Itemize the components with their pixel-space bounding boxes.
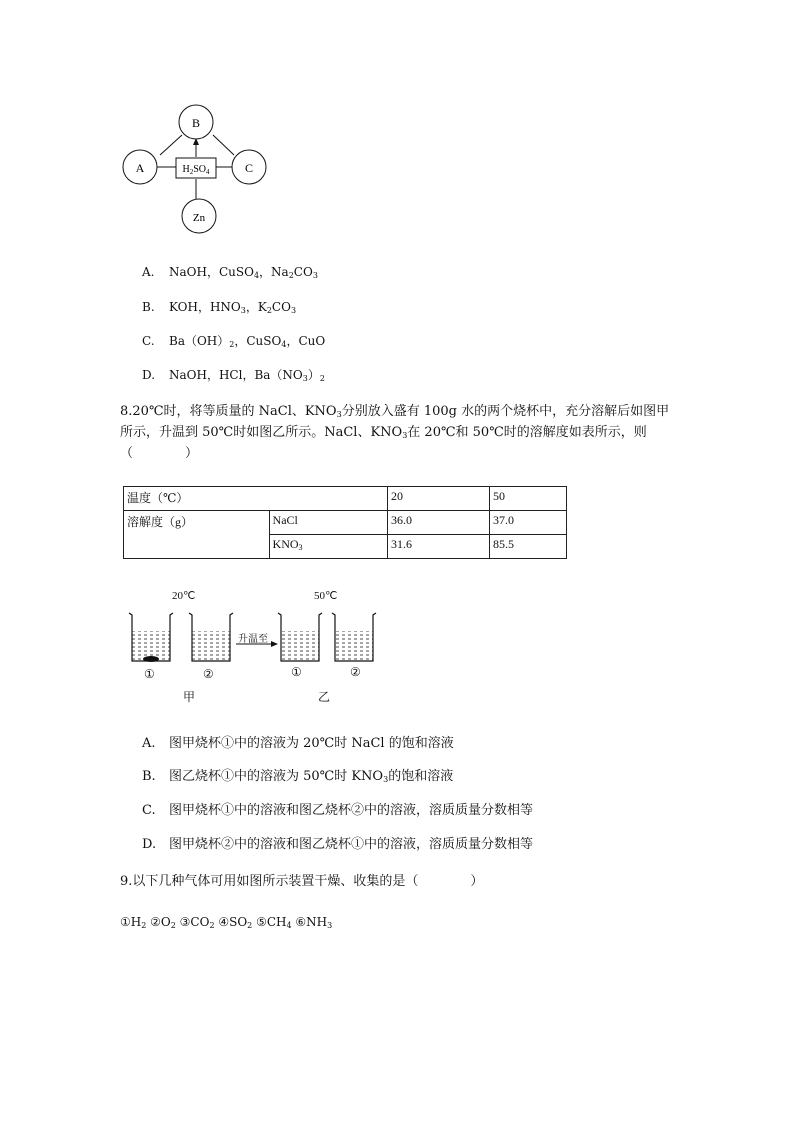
q8-line1: 8.20℃时，将等质量的 NaCl、$KNO_3$分别放入盛有 100g 水的两个烧杯中，充分溶解后如图甲 bbox=[120, 404, 670, 419]
beaker-label-2: ② bbox=[203, 667, 214, 681]
reaction-diagram bbox=[115, 100, 275, 240]
beaker-label-1: ① bbox=[144, 667, 155, 681]
gas-4: ④SO bbox=[214, 915, 248, 929]
gas-2: ②O bbox=[146, 915, 171, 929]
q9-question: 9.以下几种气体可用如图所示装置干燥、收集的是（ ） bbox=[120, 874, 484, 889]
temp-label-right: 50℃ bbox=[314, 590, 338, 602]
group-label-jia: 甲 bbox=[183, 690, 196, 704]
q8-option-c: C. 图甲烧杯①中的溶液和图乙烧杯②中的溶液，溶质质量分数相等 bbox=[142, 803, 534, 818]
row-kno3-20: 31.6 bbox=[388, 535, 490, 559]
row-nacl-50: 37.0 bbox=[490, 511, 567, 535]
row-nacl-20: 36.0 bbox=[388, 511, 490, 535]
q8-option-d: D. 图甲烧杯②中的溶液和图乙烧杯①中的溶液，溶质质量分数相等 bbox=[142, 837, 534, 852]
q7-option-a: A. NaOH，CuSO$_4$，$Na_2CO_3$ bbox=[142, 265, 318, 280]
q8-option-b: B. 图乙烧杯①中的溶液为 50℃时 $KNO_3$的饱和溶液 bbox=[142, 769, 454, 784]
gas-5: ⑤CH bbox=[252, 915, 287, 929]
node-a-label: A bbox=[135, 161, 145, 175]
row-nacl-name: NaCl bbox=[269, 511, 387, 535]
beaker-diagram bbox=[120, 585, 390, 705]
q9-gas-list: $①H_2$ $②O_2$ $③CO_2$ $④SO_2$ $⑤CH_4$ $⑥NH_3$ bbox=[120, 915, 333, 930]
solubility-header: 溶解度（g） bbox=[124, 511, 270, 559]
beaker-4 bbox=[332, 613, 376, 661]
arrow-label: 升温至 bbox=[238, 634, 268, 645]
q8-option-a: A. 图甲烧杯①中的溶液为 20℃时 NaCl 的饱和溶液 bbox=[142, 736, 454, 751]
gas-3: ③CO bbox=[175, 915, 210, 929]
node-b-label: B bbox=[191, 116, 201, 130]
group-label-yi: 乙 bbox=[318, 690, 331, 704]
center-label: $H_2SO_4$ bbox=[182, 164, 210, 176]
beaker-2 bbox=[189, 613, 233, 661]
temp-20: 20 bbox=[388, 487, 490, 511]
solubility-table bbox=[123, 486, 567, 559]
gas-1: ①H bbox=[120, 915, 142, 929]
node-c-label: C bbox=[244, 161, 254, 175]
q7-option-c: C. $Ba(OH)_2$，CuSO$_4$，CuO bbox=[142, 334, 326, 349]
row-kno3-name: $KNO_3$ bbox=[269, 535, 387, 559]
q8-line3: （ ） bbox=[120, 446, 199, 461]
temp-50: 50 bbox=[490, 487, 567, 511]
gas-6: ⑥NH bbox=[291, 915, 328, 929]
q8-line2: 所示，升温到 50℃时如图乙所示。NaCl、$KNO_3$在 20℃和 50℃时的溶解度如表所示，则 bbox=[120, 425, 647, 440]
q7-option-b: B. KOH，$HNO_3$，$K_2CO_3$ bbox=[142, 300, 297, 315]
beaker-1 bbox=[129, 613, 173, 662]
beaker-3 bbox=[278, 613, 322, 661]
beaker-label-3: ① bbox=[291, 665, 302, 679]
undissolved-solid bbox=[143, 656, 159, 662]
beaker-label-4: ② bbox=[350, 665, 361, 679]
node-zn-label: Zn bbox=[192, 212, 206, 224]
row-kno3-50: 85.5 bbox=[490, 535, 567, 559]
q7-option-d: D. NaOH，HCl，$Ba(NO_3)_2$ bbox=[142, 368, 325, 383]
temp-label-left: 20℃ bbox=[172, 590, 196, 602]
temp-header: 温度（℃） bbox=[124, 487, 388, 511]
